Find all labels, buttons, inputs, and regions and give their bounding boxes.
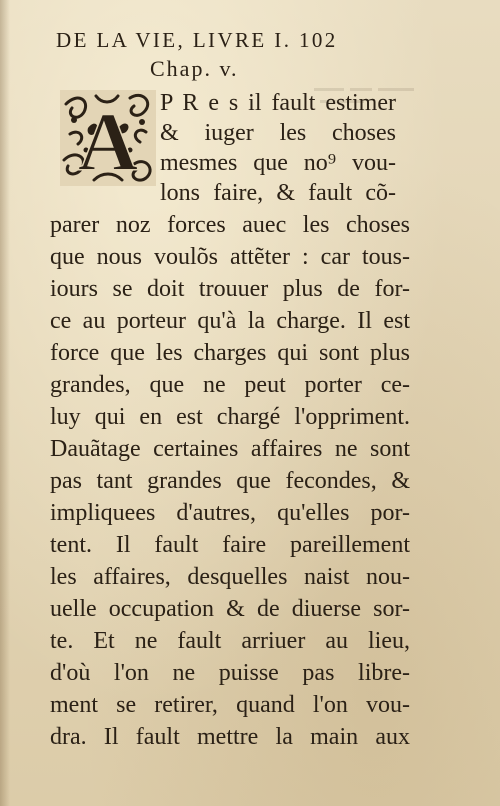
body-line-6: que nous voulõs attẽter : car tous- [50,244,410,270]
body-line-11: luy qui en est chargé l'oppriment. [50,404,410,430]
body-line-12: Dauãtage certaines affaires ne sont [50,436,410,462]
body-line-4: lons faire, & fault cõ- [160,180,396,206]
body-line-16: les affaires, desquelles naist nou- [50,564,410,590]
body-line-21: dra. Il fault mettre la main aux [50,724,410,750]
body-line-18: te. Et ne fault arriuer au lieu, [50,628,410,654]
body-line-13: pas tant grandes que fecondes, & [50,468,410,494]
body-line-19: d'où l'on ne puisse pas libre- [50,660,410,686]
body-line-3: mesmes que no⁹ vou- [160,150,396,176]
drop-cap-letter: A [77,96,139,186]
body-line-10: grandes, que ne peut porter ce- [50,372,410,398]
ornamental-drop-cap [60,90,156,186]
body-line-17: uelle occupation & de diuerse sor- [50,596,410,622]
body-line-2: & iuger les choses [160,120,396,146]
body-line-8: ce au porteur qu'à la charge. Il est [50,308,410,334]
running-head: DE LA VIE, LIVRE I. 102 [56,28,338,52]
body-line-5: parer noz forces auec les choses [50,212,410,238]
body-line-7: iours se doit trouuer plus de for- [50,276,410,302]
body-line-1: P R e s il fault estimer [160,90,396,116]
body-line-15: tent. Il fault faire pareillement [50,532,410,558]
chapter-heading: Chap. v. [150,56,239,81]
body-line-14: impliquees d'autres, qu'elles por- [50,500,410,526]
body-line-9: force que les charges qui sont plus [50,340,410,366]
body-line-20: ment se retirer, quand l'on vou- [50,692,410,718]
